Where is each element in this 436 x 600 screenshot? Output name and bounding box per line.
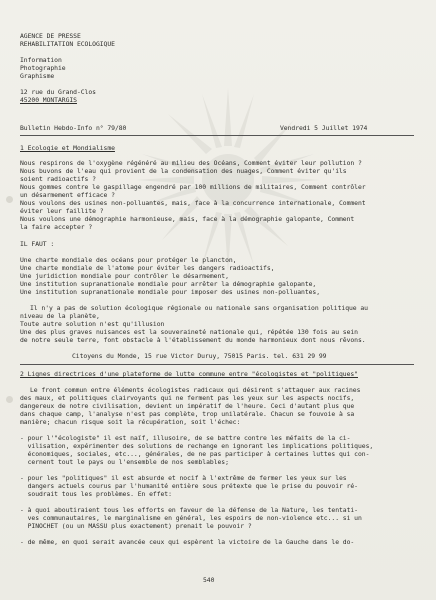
il-faut-item: Une institution supranationale mondiale pour imposer des usines non-polluantes, <box>20 288 321 296</box>
section2-heading: 2 Lignes directrices d'une plateforme de lutte commune entre "écologistes et "politiques" <box>20 370 358 378</box>
section1-line: un désarmement efficace ? <box>20 191 115 199</box>
il-faut-item: Une charte mondiale des océans pour protéger le plancton, <box>20 256 237 264</box>
section2-line: des maux, et politiques clairvoyants qui ne ferment pas les yeux sur les aspects nocifs, <box>20 394 355 402</box>
agency-name-line1: AGENCE DE PRESSE <box>20 32 81 40</box>
bulletin-title: Bulletin Hebdo-Info n° 79/80 <box>20 124 127 132</box>
conclusion-line: Toute autre solution n'est qu'illusion <box>20 320 165 328</box>
section1-line: Nous buvons de l'eau qui provient de la condensation des nuages, Comment éviter qu'ils <box>20 167 347 175</box>
section2-line: Le front commun entre éléments écologistes radicaux qui désirent s'attaquer aux racines <box>30 386 361 394</box>
section1-line: éviter leur faillite ? <box>20 207 104 215</box>
section-divider <box>20 364 414 365</box>
agency-name-line2: REHABILITATION ECOLOGIQUE <box>20 40 115 48</box>
section1-line: Nous respirons de l'oxygène régénéré au milieu des Océans, Comment éviter leur pollution ? <box>20 159 362 167</box>
il-faut-heading: IL FAUT : <box>20 240 55 248</box>
section2-line: manière; chacun risque soit la récupération, soit l'échec: <box>20 418 241 426</box>
section2-line: dangers actuels courus par l'humanité entière sous prétexte que le prise du pouvoir ré- <box>20 482 358 490</box>
service-graphisme: Graphisme <box>20 72 55 80</box>
section2-line: PINOCHET (ou un MASSU plus exactement) prenait le pouvoir ? <box>20 522 252 530</box>
address-city: 45200 MONTARGIS <box>20 96 77 104</box>
bulletin-date: Vendredi 5 Juillet 1974 <box>280 124 368 132</box>
address-street: 12 rue du Grand-Clos <box>20 88 96 96</box>
section1-line: Nous voulons une démographie harmonieuse, mais, face à la démographie galopante, Comment <box>20 215 355 223</box>
punch-hole <box>6 196 13 203</box>
conclusion-line: de notre seule terre, font obstacle à l'établissement du monde harmonieux dont nous rêvons. <box>20 336 366 344</box>
il-faut-item: Une juridiction mondiale pour contrôler le désarmement, <box>20 272 229 280</box>
section2-line: ves communautaires, le marginalisme en général, les espoirs de non-violence etc... si un <box>20 514 362 522</box>
il-faut-item: Une institution supranationale mondiale pour arrêter la démographie galopante, <box>20 280 317 288</box>
section2-line: - à quoi aboutiraient tous les efforts en faveur de la défense de la Nature, les tentati- <box>20 506 358 514</box>
section1-heading: 1 Ecologie et Mondialisme <box>20 144 115 152</box>
section1-line: la faire accepter ? <box>20 223 93 231</box>
section1-line: Nous voulons des usines non-polluantes, mais, face à la concurrence internationale, Comment <box>20 199 366 207</box>
section2-line: dans chaque camp, l'analyse n'est pas complète, trop unilatérale. Chacun se fouvoie à sa <box>20 410 355 418</box>
section1-line: Nous gommes contre le gaspillage engendré par 100 millions de militaires, Comment contrôler <box>20 183 366 191</box>
section2-line: cernent tout le pays ou l'ensemble de nos semblables; <box>20 458 229 466</box>
service-photographie: Photographie <box>20 64 66 72</box>
section2-line: vilisation, expérimenter des solutions de rechange en ignorant les implications politiques, <box>20 442 374 450</box>
conclusion-line: Une des plus graves nuisances est la souveraineté nationale qui, répétée 130 fois au sein <box>20 328 358 336</box>
citoyens-du-monde-credit: Citoyens du Monde, 15 rue Victor Duruy, 75015 Paris. tel. 631 29 99 <box>72 352 327 360</box>
header-divider <box>20 135 414 136</box>
section2-line: dangereux de notre civilisation, devient un impératif de l'heure. Ceci d'autant plus que <box>20 402 355 410</box>
il-faut-item: Une charte mondiale de l'atome pour éviter les dangers radioactifs, <box>20 264 275 272</box>
punch-hole <box>6 396 13 403</box>
section2-line: économiques, sociales, etc..., générales, de ne pas participer à certaines luttes qui con- <box>20 450 370 458</box>
sun-watermark-icon <box>128 80 328 280</box>
section2-line: - pour les "politiques" il est absurde et nocif à l'extrême de fermer les yeux sur les <box>20 474 347 482</box>
conclusion-line: niveau de la planète, <box>20 312 100 320</box>
section2-line: - pour l'"écologiste" il est naïf, illusoire, de se battre contre les méfaits de la ci- <box>20 434 351 442</box>
section1-line: soient radioactifs ? <box>20 175 96 183</box>
conclusion-line: Il n'y a pas de solution écologique régionale ou nationale sans organisation politique au <box>30 304 368 312</box>
page-number: 540 <box>203 576 215 584</box>
section2-line: soudrait tous les problèmes. En effet: <box>20 490 172 498</box>
service-information: Information <box>20 56 62 64</box>
section2-line: - de même, en quoi serait avancée ceux qui espèrent la victoire de la Gauche dans le do- <box>20 538 355 546</box>
